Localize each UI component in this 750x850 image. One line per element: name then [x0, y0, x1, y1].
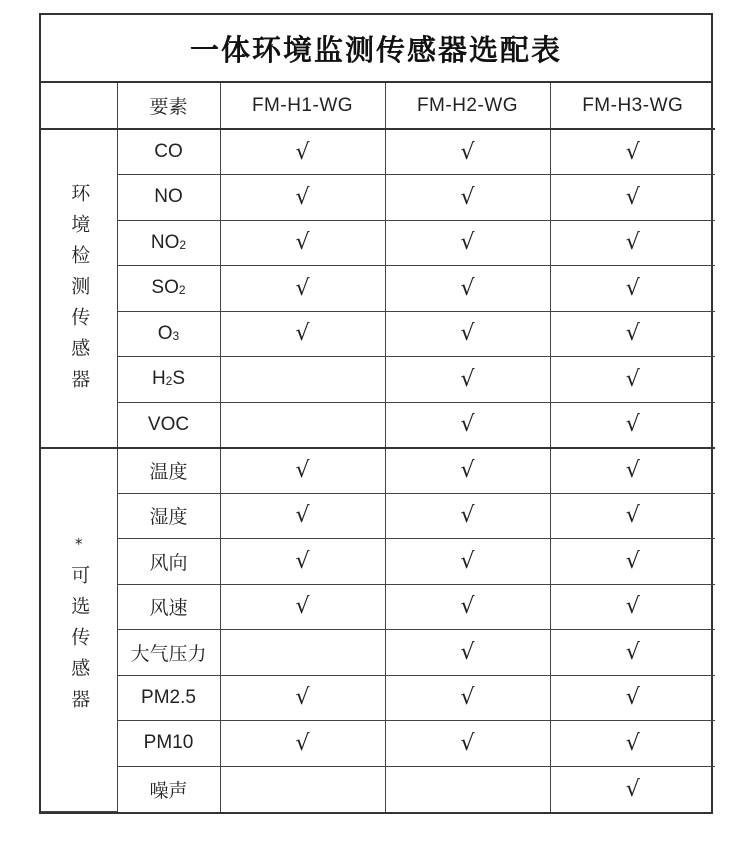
availability-cell — [385, 357, 550, 403]
table-row — [41, 175, 715, 221]
checkmark-icon: √ — [625, 730, 640, 756]
availability-cell — [550, 402, 715, 448]
availability-cell — [385, 766, 550, 812]
element-name: NO — [154, 186, 183, 208]
checkmark-icon: √ — [295, 139, 310, 165]
element-name: 风向 — [149, 552, 188, 574]
element-name-cell — [117, 175, 220, 221]
checkmark-icon: √ — [460, 139, 475, 165]
checkmark-icon: √ — [625, 412, 640, 437]
checkmark-icon: √ — [460, 594, 475, 620]
element-name-cell — [117, 721, 220, 767]
availability-cell — [220, 357, 385, 403]
element-name-tail: S — [172, 368, 186, 390]
availability-cell — [220, 584, 385, 630]
availability-cell — [550, 675, 715, 721]
element-name: 温度 — [149, 462, 188, 483]
checkmark-icon: √ — [625, 776, 640, 802]
sensor-selection-table — [41, 83, 715, 812]
checkmark-icon: √ — [625, 139, 640, 165]
header-model-2: FM-H2-WG — [385, 83, 550, 129]
availability-cell — [550, 448, 715, 494]
table-row — [41, 630, 715, 676]
element-name-cell — [117, 630, 220, 676]
element-name-cell — [117, 493, 220, 539]
element-name: 噪声 — [149, 780, 188, 802]
element-name: PM2.5 — [141, 686, 196, 708]
checkmark-icon: √ — [460, 230, 475, 256]
availability-cell — [220, 630, 385, 676]
table-row — [41, 129, 715, 175]
checkmark-icon: √ — [460, 639, 475, 665]
availability-cell — [550, 175, 715, 221]
element-subscript: 2 — [179, 237, 187, 252]
element-name: O — [157, 322, 173, 344]
availability-cell — [550, 129, 715, 175]
table-row — [41, 766, 715, 812]
checkmark-icon: √ — [460, 458, 475, 483]
checkmark-icon: √ — [295, 594, 310, 620]
element-name-cell — [117, 311, 220, 357]
checkmark-icon: √ — [295, 184, 310, 210]
checkmark-icon: √ — [625, 275, 640, 301]
checkmark-icon: √ — [625, 458, 640, 483]
availability-cell — [220, 766, 385, 812]
checkmark-icon: √ — [460, 184, 475, 210]
checkmark-icon: √ — [295, 230, 310, 256]
checkmark-icon: √ — [625, 503, 640, 529]
element-name-cell — [117, 766, 220, 812]
group-label-wrap — [41, 535, 117, 725]
element-subscript: 2 — [165, 374, 173, 389]
availability-cell — [220, 266, 385, 312]
availability-cell — [385, 539, 550, 585]
table-row — [41, 266, 715, 312]
checkmark-icon: √ — [460, 548, 475, 574]
element-subscript: 2 — [178, 283, 186, 298]
availability-cell — [220, 311, 385, 357]
element-name-cell — [117, 129, 220, 175]
element-name: NO — [150, 231, 180, 253]
element-name: 湿度 — [149, 507, 188, 529]
table-row — [41, 721, 715, 767]
element-name: H — [151, 368, 166, 390]
availability-cell — [550, 630, 715, 676]
table-row — [41, 357, 715, 403]
checkmark-icon: √ — [460, 412, 475, 437]
checkmark-icon: √ — [295, 685, 310, 711]
element-name-cell — [117, 266, 220, 312]
checkmark-icon: √ — [295, 321, 310, 347]
availability-cell — [385, 721, 550, 767]
availability-cell — [550, 584, 715, 630]
availability-cell — [385, 311, 550, 357]
table-body — [41, 129, 715, 812]
sensor-selection-sheet — [39, 13, 713, 814]
availability-cell — [220, 129, 385, 175]
checkmark-icon: √ — [625, 366, 640, 392]
checkmark-icon: √ — [460, 503, 475, 529]
availability-cell — [220, 675, 385, 721]
availability-cell — [550, 220, 715, 266]
availability-cell — [385, 129, 550, 175]
availability-cell — [385, 175, 550, 221]
checkmark-icon: √ — [625, 594, 640, 620]
element-name-cell — [117, 539, 220, 585]
group-label: 环境检测传感器 — [68, 183, 91, 401]
availability-cell — [220, 220, 385, 266]
element-name-cell — [117, 357, 220, 403]
availability-cell — [220, 493, 385, 539]
table-row — [41, 311, 715, 357]
element-name-cell — [117, 675, 220, 721]
element-name: VOC — [147, 413, 190, 435]
availability-cell — [220, 175, 385, 221]
element-name-cell — [117, 220, 220, 266]
availability-cell — [385, 448, 550, 494]
availability-cell — [385, 584, 550, 630]
table-row — [41, 675, 715, 721]
table-row — [41, 402, 715, 448]
availability-cell — [220, 539, 385, 585]
checkmark-icon: √ — [295, 730, 310, 756]
page-title: 一体环境监测传感器选配表 — [41, 15, 711, 83]
element-name: SO — [151, 277, 179, 299]
checkmark-icon: √ — [625, 184, 640, 210]
availability-cell — [550, 311, 715, 357]
header-model-3: FM-H3-WG — [550, 83, 715, 129]
element-name: 大气压力 — [130, 643, 207, 665]
checkmark-icon: √ — [625, 321, 640, 347]
availability-cell — [385, 402, 550, 448]
element-name: PM10 — [143, 732, 194, 754]
table-row — [41, 493, 715, 539]
header-element-label: 要素 — [117, 83, 220, 129]
element-name: CO — [154, 141, 183, 162]
checkmark-icon: √ — [460, 685, 475, 711]
header-blank-cell — [41, 83, 117, 129]
checkmark-icon: √ — [460, 730, 475, 756]
element-name-cell — [117, 448, 220, 494]
availability-cell — [550, 766, 715, 812]
availability-cell — [385, 493, 550, 539]
group-label: 可选传感器 — [68, 564, 91, 720]
availability-cell — [550, 721, 715, 767]
availability-cell — [385, 220, 550, 266]
group-label-wrap — [41, 183, 117, 405]
checkmark-icon: √ — [625, 639, 640, 665]
availability-cell — [220, 402, 385, 448]
header-model-1: FM-H1-WG — [220, 83, 385, 129]
element-subscript: 3 — [172, 328, 180, 343]
checkmark-icon: √ — [625, 685, 640, 711]
checkmark-icon: √ — [625, 230, 640, 256]
checkmark-icon: √ — [295, 275, 310, 301]
availability-cell — [550, 493, 715, 539]
checkmark-icon: √ — [460, 321, 475, 347]
table-row — [41, 220, 715, 266]
group-label-cell — [41, 448, 117, 812]
availability-cell — [385, 266, 550, 312]
checkmark-icon: √ — [295, 503, 310, 529]
table-header-row — [41, 83, 715, 129]
element-name-cell — [117, 584, 220, 630]
group-label-cell — [41, 129, 117, 448]
element-name-cell — [117, 402, 220, 448]
checkmark-icon: √ — [460, 366, 475, 392]
availability-cell — [385, 630, 550, 676]
availability-cell — [550, 357, 715, 403]
checkmark-icon: √ — [295, 458, 310, 483]
availability-cell — [220, 721, 385, 767]
table-row — [41, 584, 715, 630]
checkmark-icon: √ — [625, 548, 640, 574]
availability-cell — [220, 448, 385, 494]
checkmark-icon: √ — [460, 275, 475, 301]
table-row — [41, 539, 715, 585]
availability-cell — [550, 266, 715, 312]
group-optional-mark: * — [75, 534, 83, 553]
availability-cell — [550, 539, 715, 585]
table-row — [41, 448, 715, 494]
element-name: 风速 — [149, 598, 188, 620]
availability-cell — [385, 675, 550, 721]
checkmark-icon: √ — [295, 548, 310, 574]
